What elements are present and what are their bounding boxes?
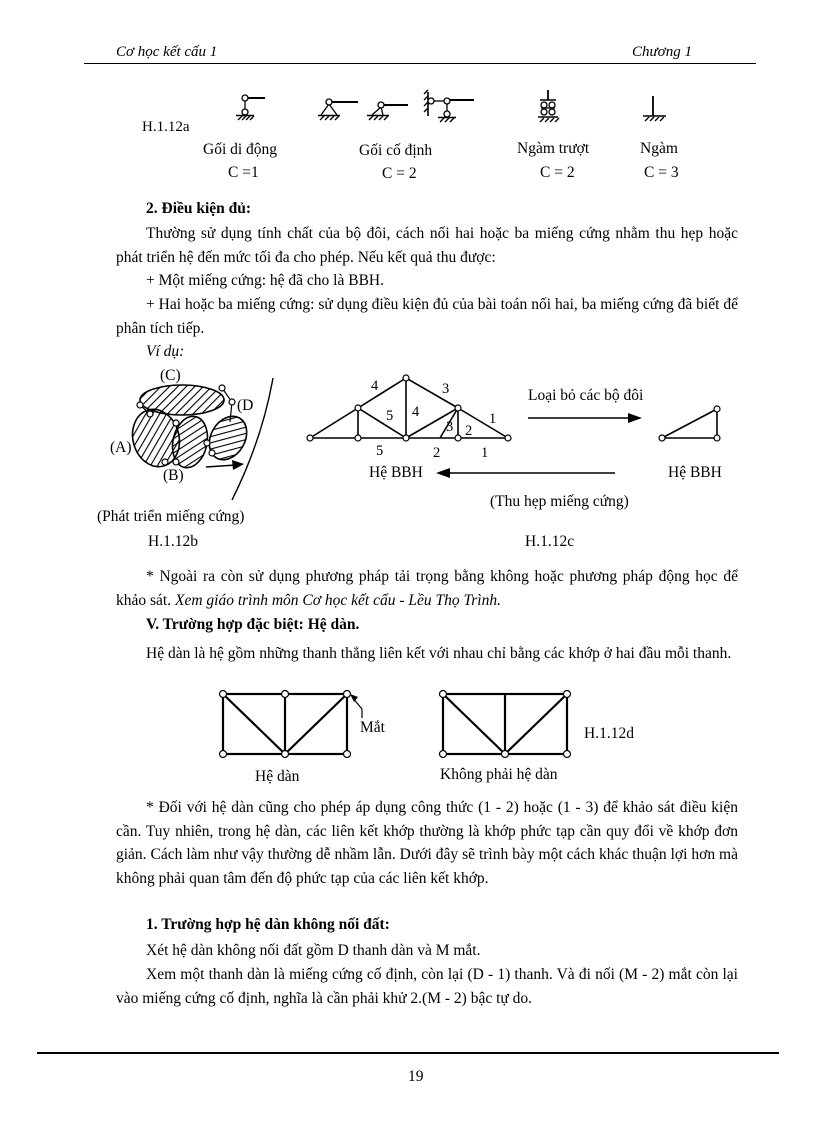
truss-num-4a: 4 <box>371 378 379 394</box>
fig-d-label: H.1.12d <box>584 725 634 742</box>
right-arrow-icon <box>628 413 642 423</box>
section-2-heading: 2. Điều kiện đủ: <box>146 200 252 217</box>
sliding-fixed-support-icon <box>538 90 559 122</box>
section-1-para-1: Xét hệ dàn không nối đất gồm D thanh dàn và M mắt. <box>146 942 481 959</box>
footer-rule <box>37 1052 779 1054</box>
pin-support-alt-icon <box>367 102 408 120</box>
section-2-para-3: + Hai hoặc ba miếng cứng: sử dụng điều kiện đủ của bài toán nối hai, ba miếng cứng đã biết để phân tích tiếp. <box>116 296 738 337</box>
label-d: (D <box>237 397 254 414</box>
truss-sketch <box>310 378 508 438</box>
node-label: Mắt <box>360 719 385 736</box>
truss-diagram <box>223 694 347 754</box>
note-1 <box>116 565 738 612</box>
small-triangle <box>662 409 717 438</box>
section-1-para-2: Xem một thanh dàn là miếng cứng cố định, còn lại (D - 1) thanh. Và đi nối (M - 2) mắt còn lại vào miếng cứng cố định, nghĩa là cần phải khử 2.(M - 2) bậc tự do. <box>116 966 738 1007</box>
truss-num-5a: 5 <box>386 408 394 424</box>
body-d <box>202 410 254 467</box>
sliding-support-c: C = 2 <box>540 164 575 181</box>
narrowing-caption: (Thu hẹp miếng cứng) <box>490 493 629 510</box>
roller-support-icon <box>236 95 265 120</box>
section-1-heading: 1. Trường hợp hệ dàn không nối đất: <box>146 916 390 933</box>
sliding-support-label: Ngàm trượt <box>517 140 590 157</box>
rigid-body-sketch <box>110 367 273 500</box>
expanding-caption: (Phát triển miếng cứng) <box>97 508 245 525</box>
fixed-support-c: C = 3 <box>644 164 679 181</box>
label-b: (B) <box>163 467 184 484</box>
page-number: 19 <box>408 1068 424 1085</box>
non-truss-diagram <box>443 694 567 754</box>
wall-pin-support-icon <box>424 90 474 122</box>
label-c: (C) <box>160 367 181 384</box>
truss-num-5b: 5 <box>376 443 384 459</box>
truss-num-1a: 1 <box>489 411 497 427</box>
truss-num-2b: 2 <box>433 445 441 461</box>
roller-support-label: Gối di động <box>203 141 278 158</box>
header-title: Cơ học kết cấu 1 <box>116 44 218 60</box>
note-2: * Đối với hệ dàn cũng cho phép áp dụng công thức (1 - 2) hoặc (1 - 3) để khảo sát điều kiện cần. Tuy nhiên, trong hệ dàn, các liên kết khớp thường là khớp phức tạp cần quy đổi về khớp đơn giản. Cách làm như vậy thường dễ nhầm lẫn. Dưới đây sẽ trình bày một cách khác thuận lợi hơn mà không phải quan tâm đến độ phức tạp của các liên kết khớp. <box>116 799 738 887</box>
section-2-para-2: + Một miếng cứng: hệ đã cho là BBH. <box>146 272 384 289</box>
header-chapter: Chương 1 <box>632 44 692 60</box>
remove-duplets-text: Loại bỏ các bộ đôi <box>528 387 644 404</box>
arrow-line <box>206 465 236 467</box>
roller-support-c: C =1 <box>228 164 259 181</box>
note-1-reference: Xem giáo trình môn Cơ học kết cấu - Lều Thọ Trình. <box>174 591 501 609</box>
fig-b-label: H.1.12b <box>148 533 198 550</box>
pin-support-c: C = 2 <box>382 165 417 182</box>
section-v-para-1: Hệ dàn là hệ gồm những thanh thẳng liên kết với nhau chỉ bằng các khớp ở hai đầu mỗi thanh. <box>146 645 732 662</box>
node-arrow-icon <box>350 694 358 702</box>
truss-num-4b: 4 <box>412 404 420 420</box>
section-2-para-1: Thường sử dụng tính chất của bộ đôi, cách nối hai hoặc ba miếng cứng nhằm thu hẹp hoặc phát triển hệ đến mức tối đa cho phép. Nếu kết quả thu được: <box>116 225 738 266</box>
fixed-support-label: Ngàm <box>640 140 678 157</box>
left-arrow-icon <box>436 468 450 478</box>
fig-c-label: H.1.12c <box>525 533 575 550</box>
fixed-support-icon <box>643 96 666 121</box>
arrow-head-icon <box>232 460 244 470</box>
example-label: Ví dụ: <box>146 343 185 360</box>
truss-num-1b: 1 <box>481 445 489 461</box>
bbh-left-label: Hệ BBH <box>369 464 423 481</box>
bbh-right-label: Hệ BBH <box>668 464 722 481</box>
figure-trusses <box>0 680 816 790</box>
truss-num-3a: 3 <box>442 381 450 397</box>
truss-num-3b: 3 <box>446 419 454 435</box>
pin-support-icon <box>318 99 358 120</box>
non-truss-label: Không phải hệ dàn <box>440 766 558 783</box>
truss-num-2a: 2 <box>465 423 473 439</box>
section-v-heading: V. Trường hợp đặc biệt: Hệ dàn. <box>146 616 360 633</box>
truss-label: Hệ dàn <box>255 768 300 785</box>
figure-supports <box>0 0 816 190</box>
pin-support-label: Gối cố định <box>359 142 433 159</box>
note-1-text: * Ngoài ra còn sử dụng phương pháp tải trọng bằng không hoặc phương pháp động học để khảo sát. <box>116 568 738 609</box>
label-a: (A) <box>110 439 132 456</box>
fig-a-label: H.1.12a <box>142 119 190 135</box>
